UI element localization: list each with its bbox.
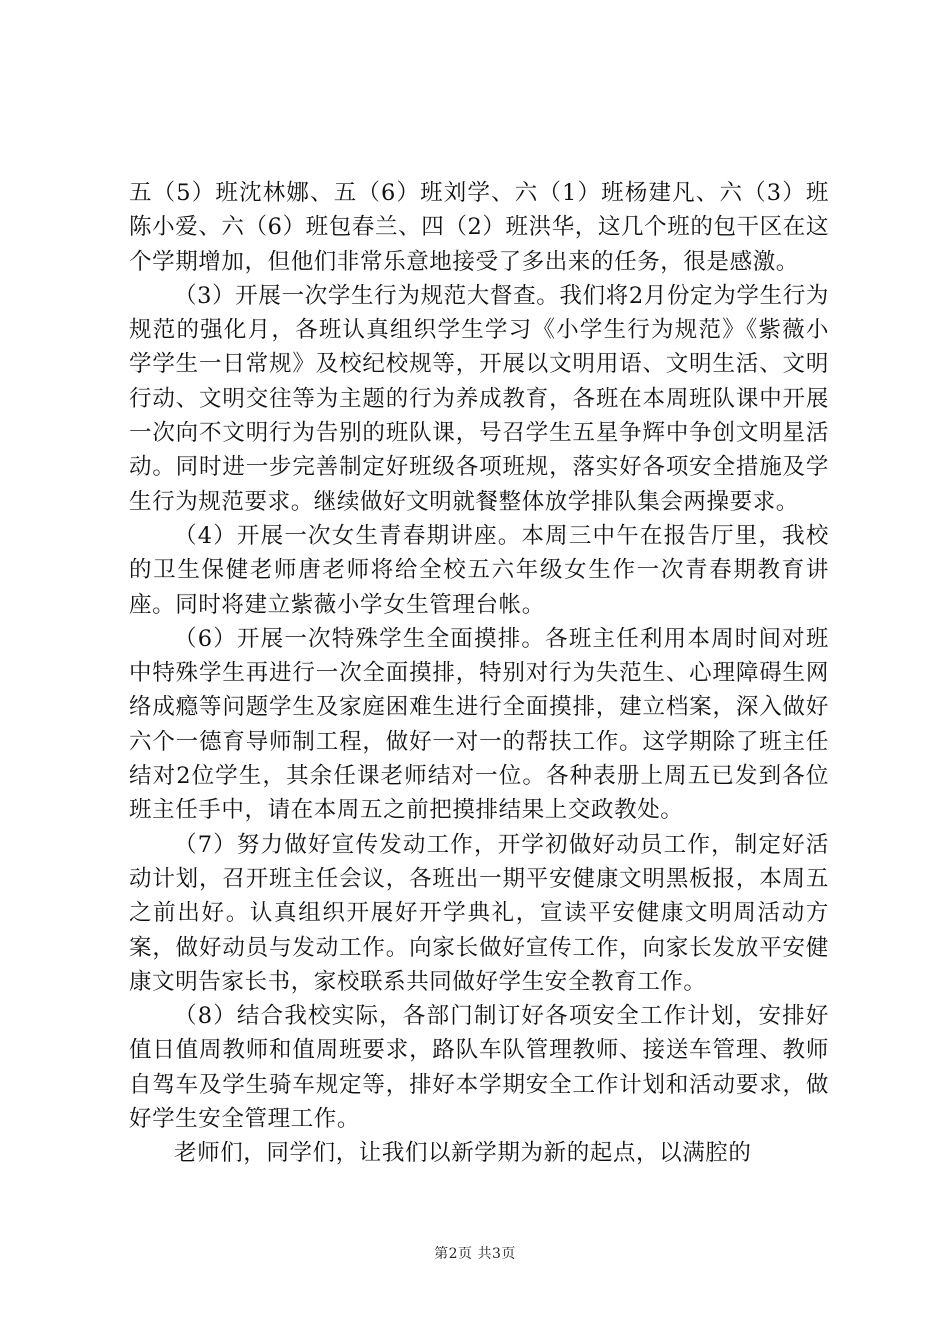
paragraph-item-4: （4）开展一次女生青春期讲座。本周三中午在报告厅里，我校的卫生保健老师唐老师将给全校五六年级女生作一次青春期教育讲座。同时将建立紫薇小学女生管理台帐。 bbox=[129, 522, 829, 618]
paragraph-item-7: （7）努力做好宣传发动工作，开学初做好动员工作，制定好活动计划，召开班主任会议，各班出一期平安健康文明黑板报，本周五之前出好。认真组织开展好开学典礼，宣读平安健康文明周活动方案，做好动员与发动工作。向家长做好宣传工作，向家长发放平安健康文明告家长书，家校联系共同做好学生安全教育工作。 bbox=[129, 831, 829, 995]
body-text bbox=[129, 176, 829, 1171]
paragraph-item-8: （8）结合我校实际，各部门制订好各项安全工作计划，安排好值日值周教师和值周班要求，路队车队管理教师、接送车管理、教师自驾车及学生骑车规定等，排好本学期安全工作计划和活动要求，做好学生安全管理工作。 bbox=[129, 1003, 829, 1133]
paragraph-item-6: （6）开展一次特殊学生全面摸排。各班主任利用本周时间对班中特殊学生再进行一次全面摸排，特别对行为失范生、心理障碍生网络成瘾等问题学生及家庭困难生进行全面摸排，建立档案，深入做好六个一德育导师制工程，做好一对一的帮扶工作。这学期除了班主任结对2位学生，其余任课老师结对一位。各种表册上周五已发到各位班主任手中，请在本周五之前把摸排结果上交政教处。 bbox=[129, 625, 829, 824]
page-number-footer: 第2页 共3页 bbox=[434, 1246, 516, 1262]
paragraph-closing: 老师们，同学们，让我们以新学期为新的起点，以满腔的 bbox=[174, 1140, 752, 1167]
paragraph-item-3: （3）开展一次学生行为规范大督查。我们将2月份定为学生行为规范的强化月，各班认真组织学生学习《小学生行为规范》《紫薇小学学生一日常规》及校纪校规等，开展以文明用语、文明生活、文明行动、文明交往等为主题的行为养成教育，各班在本周班队课中开展一次向不文明行为告别的班队课，号召学生五星争辉中争创文明星活动。同时进一步完善制定好班级各项班规，落实好各项安全措施及学生行为规范要求。继续做好文明就餐整体放学排队集会两操要求。 bbox=[129, 282, 829, 515]
paragraph-continuation: 五（5）班沈林娜、五（6）班刘学、六（1）班杨建凡、六（3）班陈小爱、六（6）班包春兰、四（2）班洪华，这几个班的包干区在这个学期增加，但他们非常乐意地接受了多出来的任务，很是感激。 bbox=[129, 180, 829, 275]
